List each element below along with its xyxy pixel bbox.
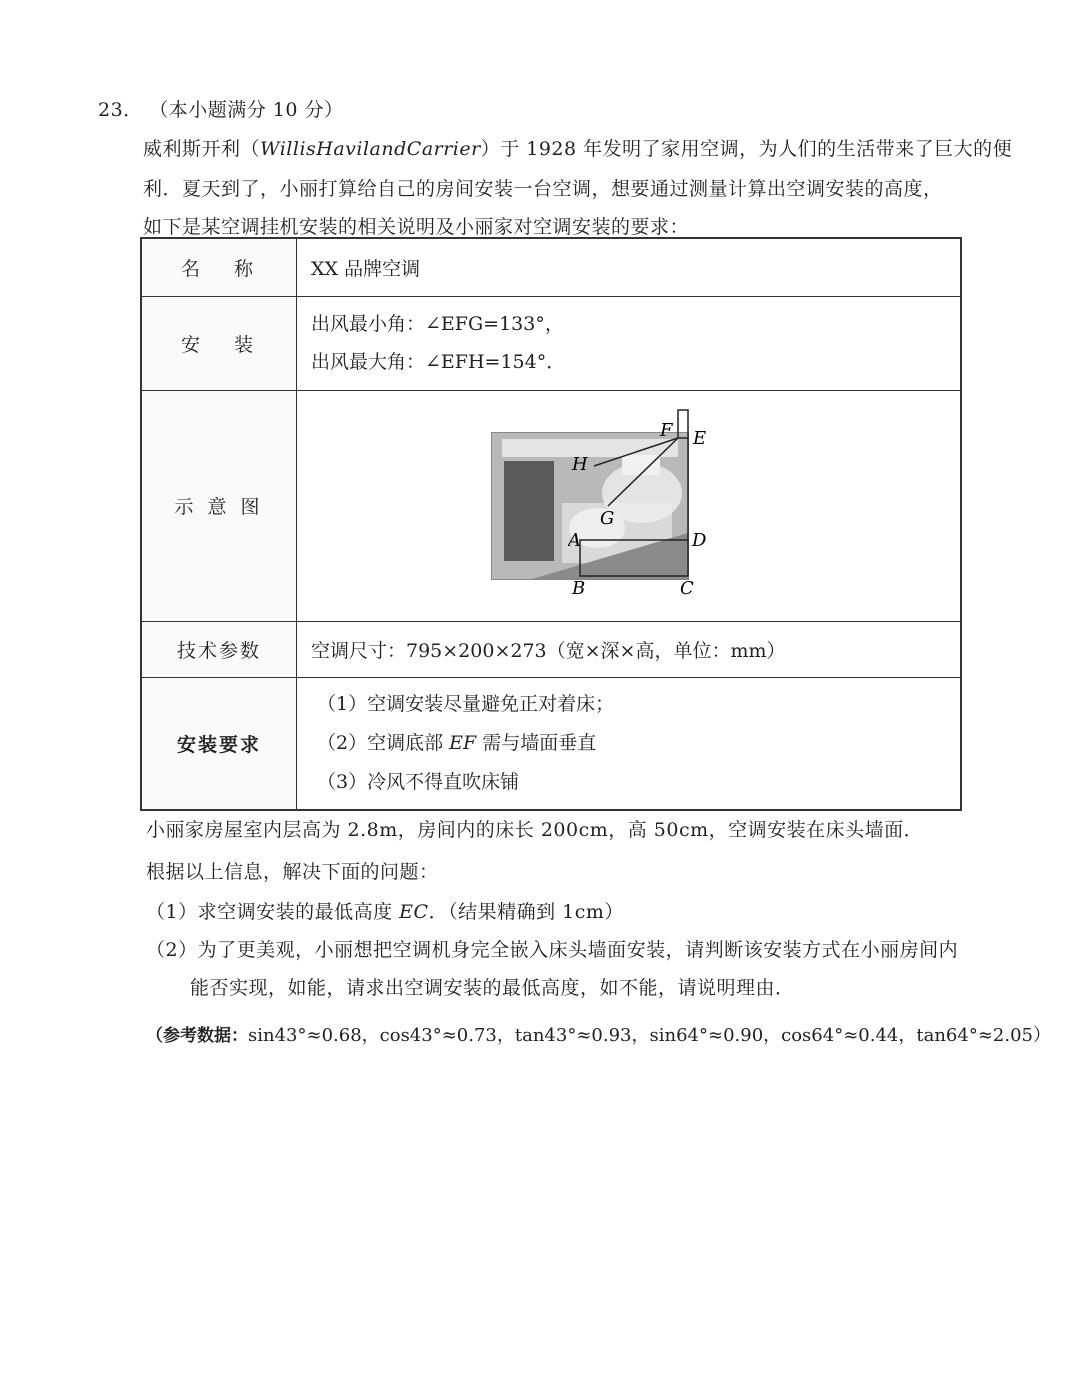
sub-question-2-line-1: （2）为了更美观，小丽想把空调机身完全嵌入床头墙面安装，请判断该安装方式在小丽房间内	[146, 939, 959, 961]
intro-line-2: 利．夏天到了，小丽打算给自己的房间安装一台空调，想要通过测量计算出空调安装的高度，	[143, 178, 943, 200]
req-item-1: （1）空调安装尽量避免正对着床；	[317, 692, 615, 715]
max-angle-text: 出风最大角：∠EFH=154°．	[311, 351, 566, 373]
label-c: C	[680, 577, 694, 599]
min-angle-text: 出风最小角：∠EFG=133°，	[311, 313, 564, 335]
sub-question-1	[146, 897, 624, 924]
diagram-cell	[297, 390, 962, 621]
question-number: 23．	[98, 99, 143, 121]
req-text: 需与墙面垂直	[476, 731, 597, 754]
ray-fg	[608, 438, 678, 506]
table-row	[141, 296, 961, 390]
intro-text: ）于 1928 年发明了家用空调，为人们的生活带来了巨大的便	[480, 138, 1013, 160]
install-label-cell	[141, 296, 297, 390]
score-note: （本小题满分 10 分）	[149, 99, 344, 121]
reference-label: （参考数据：	[146, 1026, 248, 1046]
sub-question-2-line-2: 能否实现，如能，请求出空调安装的最低高度，如不能，请说明理由．	[190, 977, 795, 999]
req-value	[297, 677, 962, 810]
tech-label: 技术参数	[141, 621, 297, 677]
label-f: F	[660, 419, 673, 441]
diagram-label-cell	[141, 390, 297, 621]
question-header	[98, 95, 344, 122]
req-segment-ef: EF	[449, 731, 477, 754]
req-label: 安装要求	[141, 677, 297, 810]
req-item-2	[311, 724, 959, 763]
ray-fh	[594, 438, 678, 466]
intro-line-3: 如下是某空调挂机安装的相关说明及小丽家对空调安装的要求：	[143, 216, 690, 238]
label-d: D	[692, 529, 707, 551]
geometry-diagram	[568, 406, 728, 606]
diagram-label: 示意图	[174, 496, 274, 518]
req-item-3: （3）冷风不得直吹床铺	[317, 770, 520, 793]
q1-text: ．（结果精确到 1cm）	[428, 901, 624, 923]
table-row	[141, 677, 961, 810]
label-g: G	[600, 507, 615, 529]
inventor-name: WillisHavilandCarrier	[260, 138, 481, 160]
name-label-cell	[141, 238, 297, 296]
name-label: 名称	[180, 257, 287, 280]
table-row	[141, 238, 961, 296]
bed-rect	[580, 540, 688, 576]
intro-text: 威利斯开利（	[143, 138, 261, 160]
reference-values: sin43°≈0.68，cos43°≈0.73，tan43°≈0.93，sin64°≈0.90，cos64°≈0.44，tan64°≈2.05）	[248, 1025, 1051, 1046]
label-a: A	[568, 529, 581, 551]
spec-table	[140, 237, 962, 811]
ac-unit-shape	[678, 410, 688, 438]
label-b: B	[572, 577, 586, 599]
label-e: E	[693, 427, 707, 449]
diagram-area	[298, 392, 959, 620]
intro-line-1	[143, 134, 1012, 161]
req-text: （2）空调底部	[317, 731, 450, 754]
room-info: 小丽家房屋室内层高为 2.8m，房间内的床长 200cm，高 50cm，空调安装在床头墙面．	[146, 819, 924, 841]
table-row	[141, 621, 961, 677]
q1-segment-ec: EC	[399, 901, 429, 923]
reference-data	[146, 1021, 1051, 1047]
install-label: 安装	[180, 333, 287, 356]
name-value: XX 品牌空调	[297, 238, 962, 296]
tech-value: 空调尺寸：795×200×273（宽×深×高，单位：mm）	[297, 621, 962, 677]
table-row	[141, 390, 961, 621]
install-value	[297, 296, 962, 390]
prompt-text: 根据以上信息，解决下面的问题：	[146, 861, 439, 883]
label-h: H	[572, 453, 588, 475]
q1-text: （1）求空调安装的最低高度	[146, 901, 400, 923]
